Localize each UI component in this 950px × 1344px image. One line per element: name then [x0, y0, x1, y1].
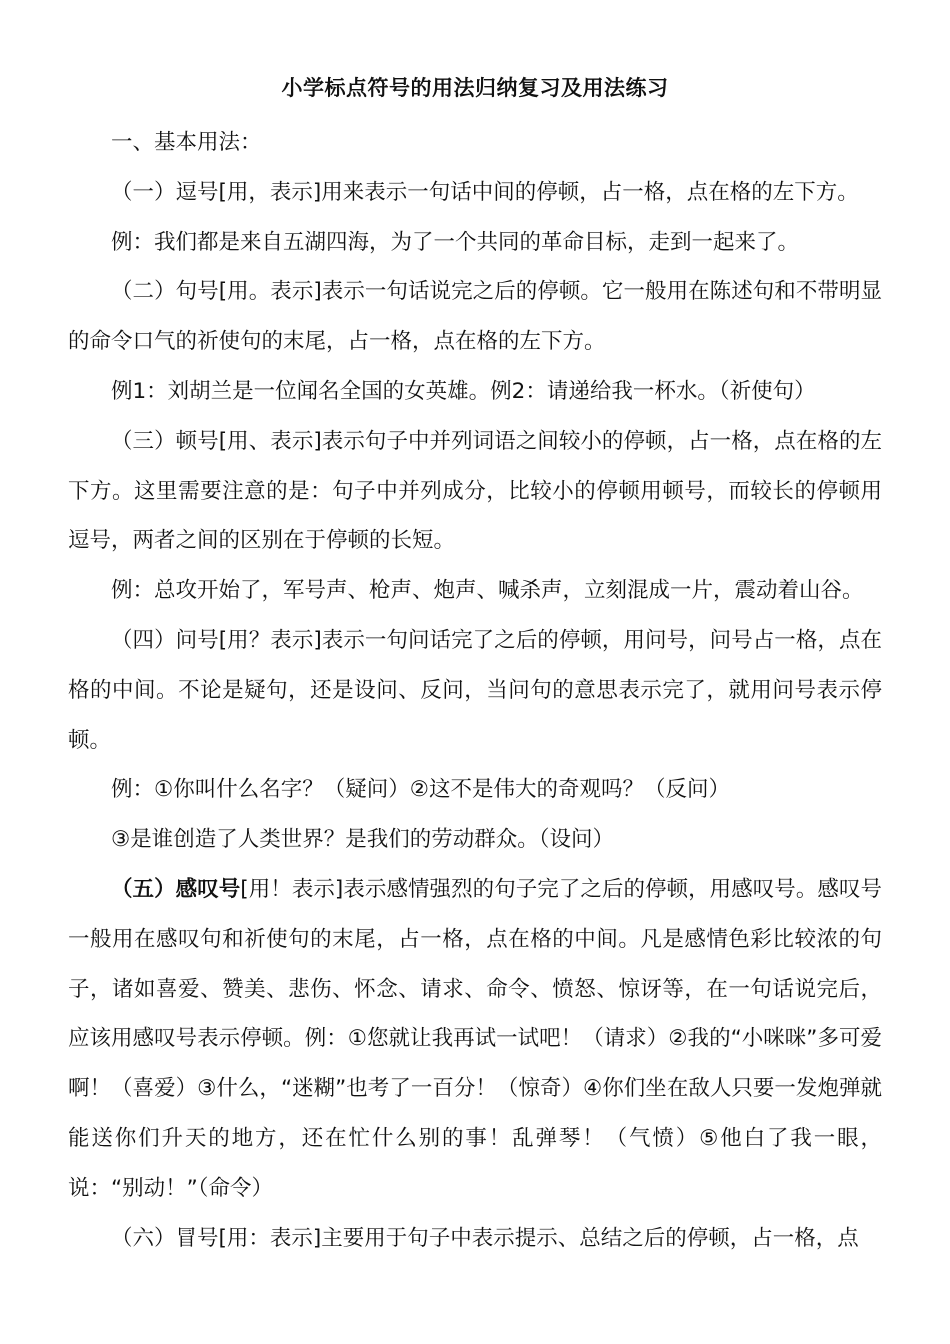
section-heading: 一、基本用法： [111, 130, 262, 155]
document-title: 小学标点符号的用法归纳复习及用法练习 [281, 76, 669, 100]
example-enumeration-comma: 例：总攻开始了，军号声、枪声、炮声、喊杀声，立刻混成一片，震动着山谷。 [111, 578, 864, 604]
example-period: 例1：刘胡兰是一位闻名全国的女英雄。例2：请递给我一杯水。（祈使句） [111, 378, 816, 404]
example-question-mark-2: ③是谁创造了人类世界？是我们的劳动群众。（设问） [111, 827, 615, 853]
example-question-mark-1: 例：①你叫什么名字？（疑问）②这不是伟大的奇观吗？（反问） [111, 777, 731, 803]
paragraph-enumeration-comma: （三）顿号[用、表示]表示句子中并列词语之间较小的停顿，占一格，点在格的左下方。这里需要注意的是：句子中并列成分，比较小的停顿用顿号，而较长的停顿用逗号，两者之间的区别在于停顿的长短。 [68, 428, 882, 554]
paragraph-exclamation-mark [68, 865, 882, 1214]
paragraph-colon: （六）冒号[用：表示]主要用于句子中表示提示、总结之后的停顿，占一格，点 [111, 1225, 859, 1251]
exclamation-heading: （五）感叹号 [111, 876, 241, 902]
paragraph-comma: （一）逗号[用，表示]用来表示一句话中间的停顿，占一格，点在格的左下方。 [111, 179, 859, 205]
example-comma: 例：我们都是来自五湖四海，为了一个共同的革命目标，走到一起来了。 [111, 229, 800, 255]
paragraph-period: （二）句号[用。表示]表示一句话说完之后的停顿。它一般用在陈述句和不带明显的命令口气的祈使句的末尾，占一格，点在格的左下方。 [68, 279, 882, 355]
paragraph-question-mark: （四）问号[用？表示]表示一句问话完了之后的停顿，用问号，问号占一格，点在格的中间。不论是疑句，还是设问、反问，当问句的意思表示完了，就用问号表示停顿。 [68, 627, 882, 753]
exclamation-body: [用！表示]表示感情强烈的句子完了之后的停顿，用感叹号。感叹号一般用在感叹句和祈使句的末尾，占一格，点在格的中间。凡是感情色彩比较浓的句子，诸如喜爱、赞美、悲伤、怀念、请求、命令、愤怒、惊讶等，在一句话说完后，应该用感叹号表示停顿。例：①您就让我再试一试吧！（请求）②我的“小咪咪”多可爱啊！（喜爱）③什么，“迷糊”也考了一百分！（惊奇）④你们坐在敌人只要一发炮弹就能送你们升天的地方，还在忙什么别的事！乱弹琴！（气愤）⑤他白了我一眼，说：“别动！”（命令） [68, 876, 882, 1201]
